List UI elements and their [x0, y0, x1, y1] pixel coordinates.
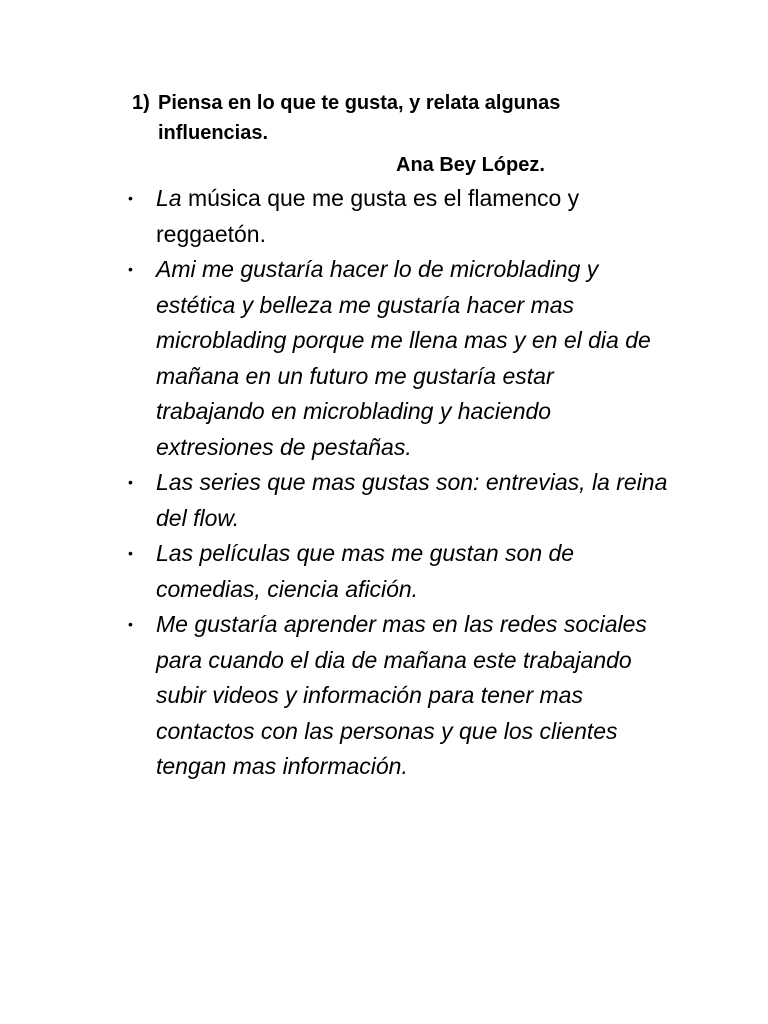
list-item: [128, 465, 668, 536]
list-item-rest: música que me gusta es el flamenco y reggaetón.: [156, 185, 580, 247]
list-item-text: [156, 181, 668, 252]
bullet-icon: •: [128, 545, 133, 561]
bullet-icon: •: [128, 474, 133, 490]
author-name: Ana Bey López.: [396, 154, 545, 176]
list-item: [128, 536, 668, 607]
answer-list: [128, 181, 668, 785]
question-text: Piensa en lo que te gusta, y relata algunas influencias.: [158, 92, 561, 144]
question-heading: [132, 88, 652, 148]
question-number: 1): [132, 92, 150, 114]
bullet-icon: •: [128, 616, 133, 632]
list-item-text: Las películas que mas me gustan son de comedias, ciencia afición.: [156, 540, 575, 602]
bullet-icon: •: [128, 190, 133, 206]
bullet-icon: •: [128, 261, 133, 277]
list-item: [128, 252, 668, 465]
list-item-text: Ami me gustaría hacer lo de microblading y estética y belleza me gustaría hacer mas microblading porque me llena mas y en el dia de mañana en un futuro me gustaría estar trabajando en microblading y haciendo extresiones de pestañas.: [156, 256, 651, 460]
list-item: [128, 181, 668, 252]
list-item-text: Me gustaría aprender mas en las redes sociales para cuando el dia de mañana este trabajando subir videos y información para tener mas contactos con las personas y que los clientes tengan mas información.: [156, 611, 647, 779]
list-item-lead: La: [156, 185, 182, 211]
list-item: [128, 607, 668, 785]
list-item-text: Las series que mas gustas son: entrevias, la reina del flow.: [156, 469, 668, 531]
